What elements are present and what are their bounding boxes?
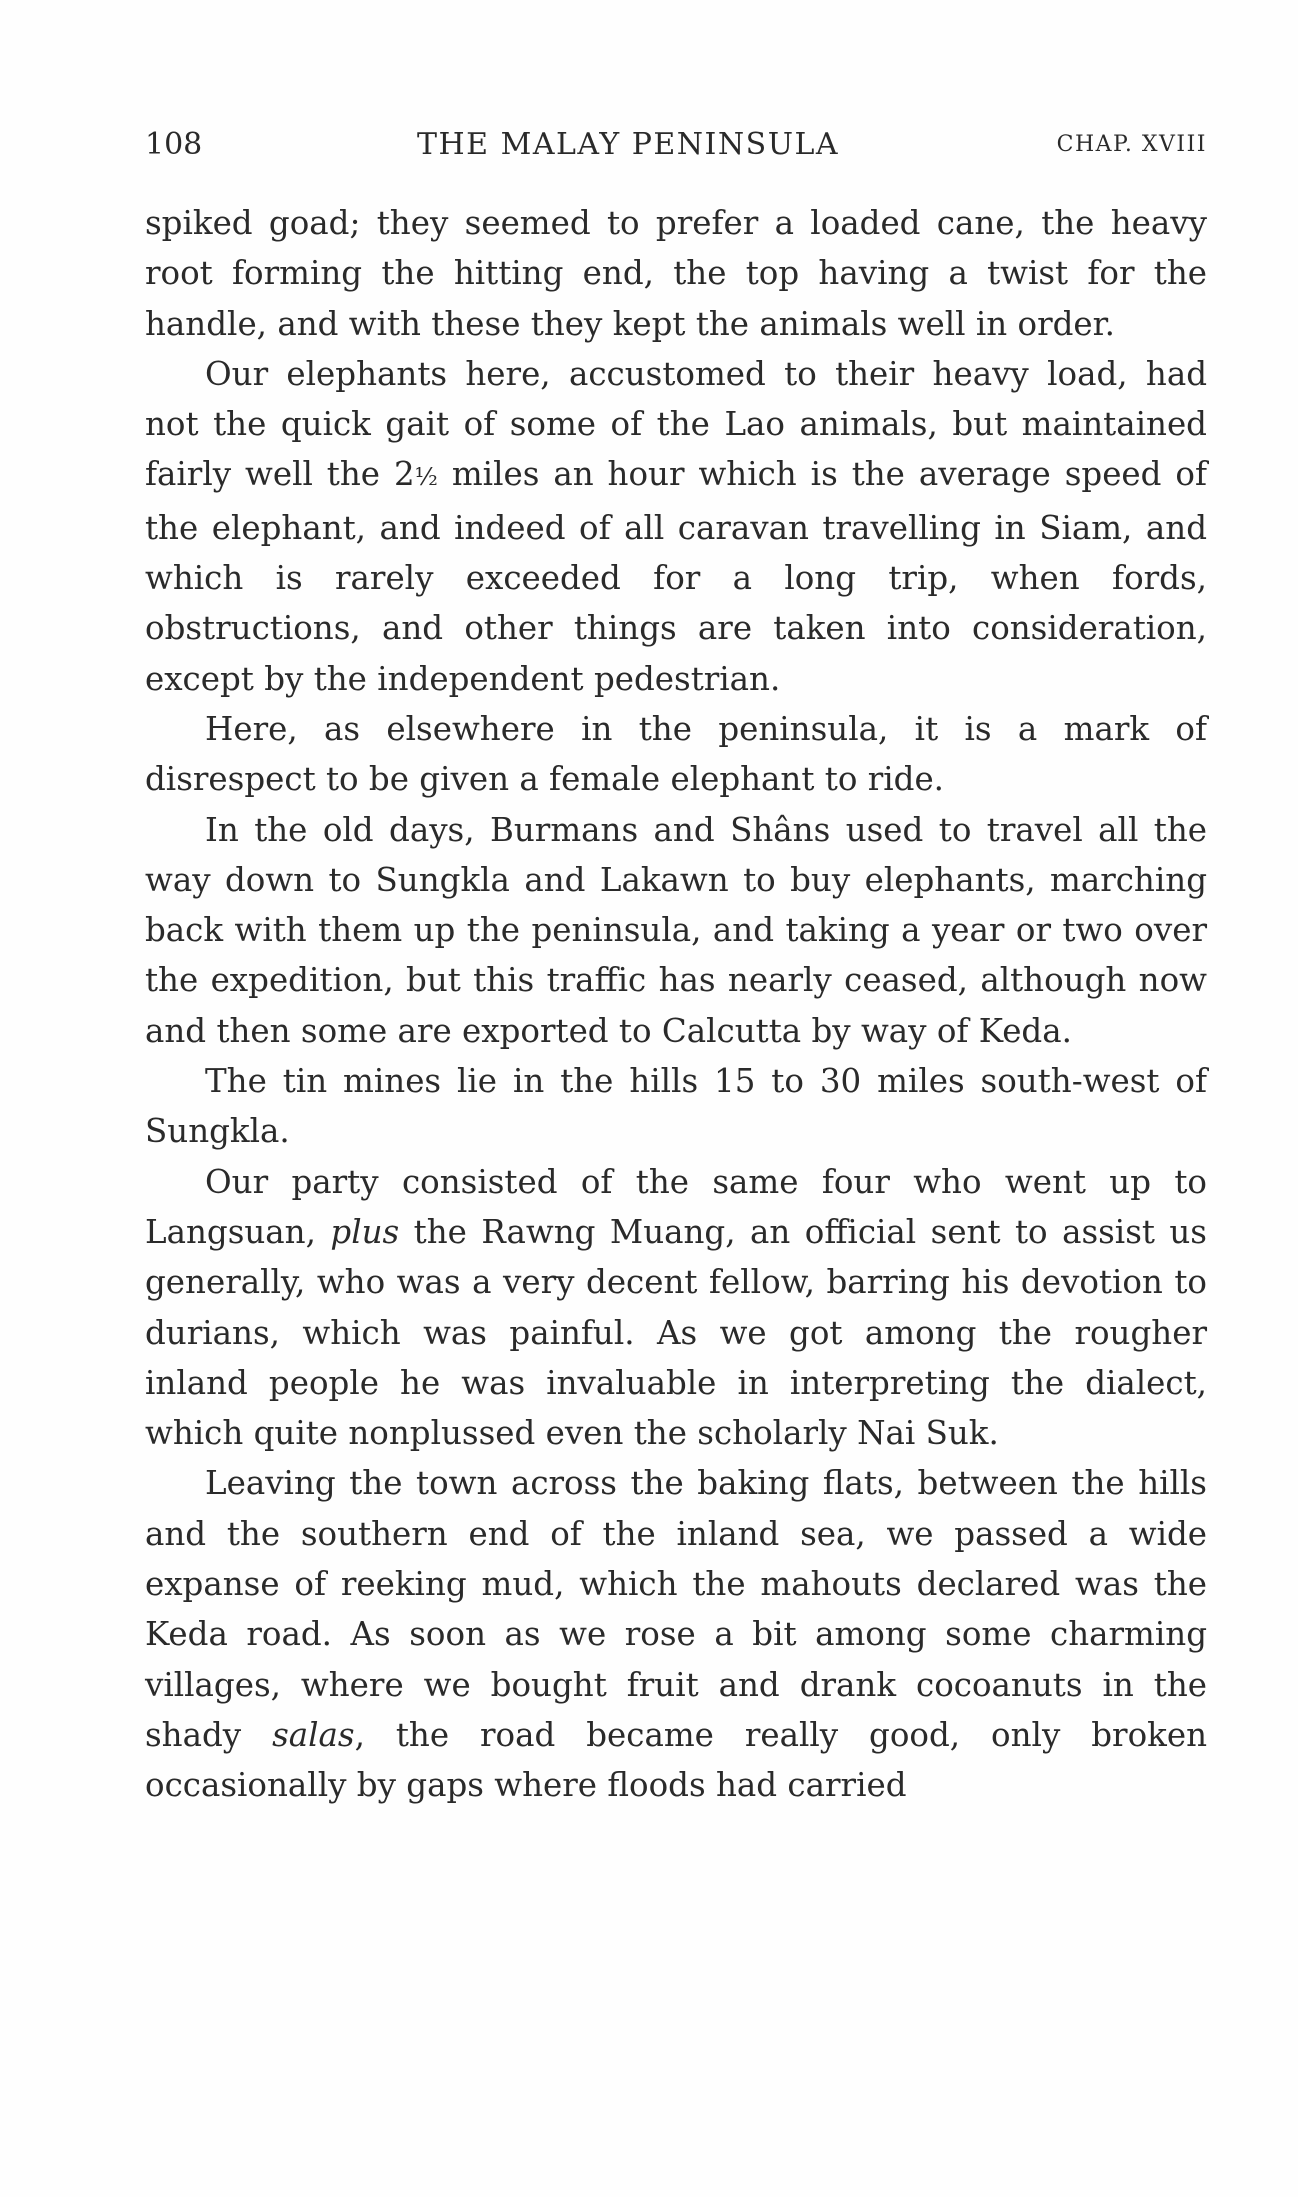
paragraph-text: the Rawng Muang, an official sent to assist us generally, who was a very decent fellow, barring his devotion to durians, which was painful. As we got among the rougher inland people he was invaluable in interpreting the dialect, which quite nonplussed even the scholarly Nai Suk. (145, 1212, 1207, 1453)
paragraph-text: Our elephants here, accustomed to their heavy load, had not the quick gait of some of the Lao animals, but maintained fairly well the 2 (145, 354, 1207, 494)
paragraph-text: Leaving the town across the baking flats, between the hills and the southern end of the inland sea, we passed a wide expanse of reeking mud, which the mahouts declared was the Keda road. As soon as we rose a bit among some charming villages, where we bought fruit and drank cocoanuts in the shady (145, 1464, 1207, 1754)
paragraph-text: , the road became really good, only broken occasionally by gaps where floods had carried (145, 1715, 1208, 1805)
page-header (145, 120, 1207, 170)
paragraph (145, 1458, 1207, 1810)
body-text (145, 198, 1207, 1811)
paragraph (145, 349, 1207, 704)
chapter-label: CHAP. XVIII (1056, 132, 1207, 157)
italic-term: salas (272, 1715, 355, 1754)
paragraph-text: miles an hour which is the average speed of the elephant, and indeed of all caravan travelling in Siam, and which is rarely exceeded for a long trip, when fords, obstructions, and other things are taken into consideration, except by the independent pedestrian. (145, 455, 1207, 698)
paragraph: spiked goad; they seemed to prefer a loaded cane, the heavy root forming the hitting end, the top having a twist for the handle, and with these they kept the animals well in order. (145, 204, 1207, 343)
paragraph: In the old days, Burmans and Shâns used to travel all the way down to Sungkla and Lakawn to buy elephants, marching back with them up the peninsula, and taking a year or two over the expedition, but this traffic has nearly ceased, although now and then some are exported to Calcutta by way of Keda. (145, 810, 1207, 1050)
running-title: THE MALAY PENINSULA (417, 127, 840, 162)
paragraph: The tin mines lie in the hills 15 to 30 miles south-west of Sungkla. (145, 1062, 1207, 1151)
fraction: ½ (414, 463, 438, 492)
italic-term: plus (330, 1212, 400, 1251)
paragraph (145, 1157, 1207, 1459)
paragraph-text: Our party consisted of the same four who went up to Langsuan, (145, 1162, 1207, 1251)
paragraph: Here, as elsewhere in the peninsula, it is a mark of disrespect to be given a female elephant to ride. (145, 709, 1207, 799)
page-number: 108 (145, 127, 203, 162)
